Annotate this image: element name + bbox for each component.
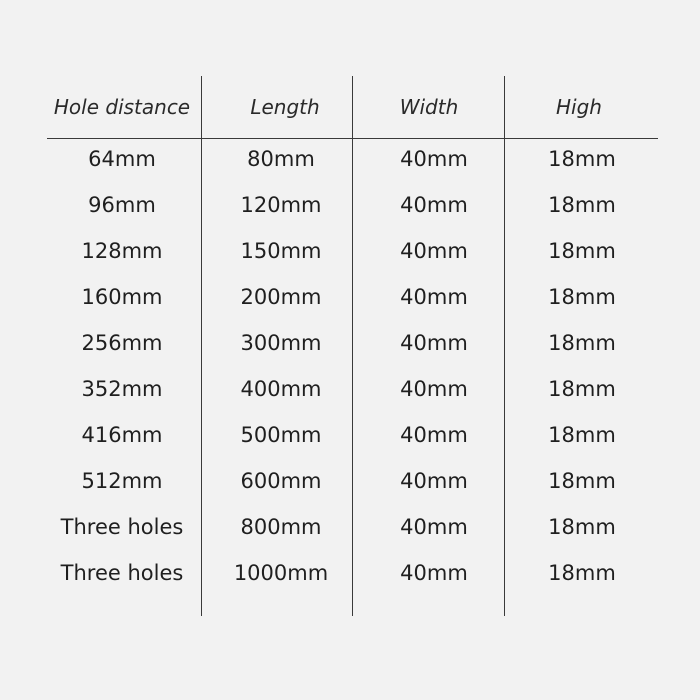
cell-high: 18mm: [548, 239, 616, 263]
cell-width: 40mm: [400, 331, 468, 355]
header-high: High: [556, 95, 602, 119]
column-divider: [352, 76, 353, 616]
cell-high: 18mm: [548, 147, 616, 171]
cell-width: 40mm: [400, 147, 468, 171]
cell-width: 40mm: [400, 239, 468, 263]
cell-hole-distance: 160mm: [81, 285, 163, 309]
cell-length: 120mm: [240, 193, 322, 217]
header-hole-distance: Hole distance: [53, 95, 191, 119]
cell-high: 18mm: [548, 193, 616, 217]
cell-high: 18mm: [548, 469, 616, 493]
cell-hole-distance: 352mm: [81, 377, 163, 401]
cell-high: 18mm: [548, 561, 616, 585]
cell-hole-distance: 64mm: [88, 147, 156, 171]
cell-high: 18mm: [548, 423, 616, 447]
cell-hole-distance: 416mm: [81, 423, 163, 447]
cell-hole-distance: 128mm: [81, 239, 163, 263]
cell-width: 40mm: [400, 377, 468, 401]
header-divider: [47, 138, 658, 139]
cell-width: 40mm: [400, 423, 468, 447]
header-length: Length: [250, 95, 320, 119]
cell-hole-distance: Three holes: [60, 515, 184, 539]
cell-length: 300mm: [240, 331, 322, 355]
cell-width: 40mm: [400, 193, 468, 217]
cell-length: 800mm: [240, 515, 322, 539]
cell-length: 600mm: [240, 469, 322, 493]
cell-hole-distance: Three holes: [60, 561, 184, 585]
cell-width: 40mm: [400, 515, 468, 539]
cell-width: 40mm: [400, 469, 468, 493]
cell-high: 18mm: [548, 377, 616, 401]
cell-hole-distance: 512mm: [81, 469, 163, 493]
cell-length: 500mm: [240, 423, 322, 447]
cell-hole-distance: 256mm: [81, 331, 163, 355]
cell-length: 150mm: [240, 239, 322, 263]
cell-width: 40mm: [400, 285, 468, 309]
cell-length: 400mm: [240, 377, 322, 401]
cell-width: 40mm: [400, 561, 468, 585]
cell-length: 1000mm: [233, 561, 329, 585]
header-width: Width: [399, 95, 459, 119]
cell-hole-distance: 96mm: [88, 193, 156, 217]
cell-length: 200mm: [240, 285, 322, 309]
column-divider: [504, 76, 505, 616]
column-divider: [201, 76, 202, 616]
cell-high: 18mm: [548, 515, 616, 539]
cell-high: 18mm: [548, 331, 616, 355]
cell-high: 18mm: [548, 285, 616, 309]
cell-length: 80mm: [247, 147, 315, 171]
